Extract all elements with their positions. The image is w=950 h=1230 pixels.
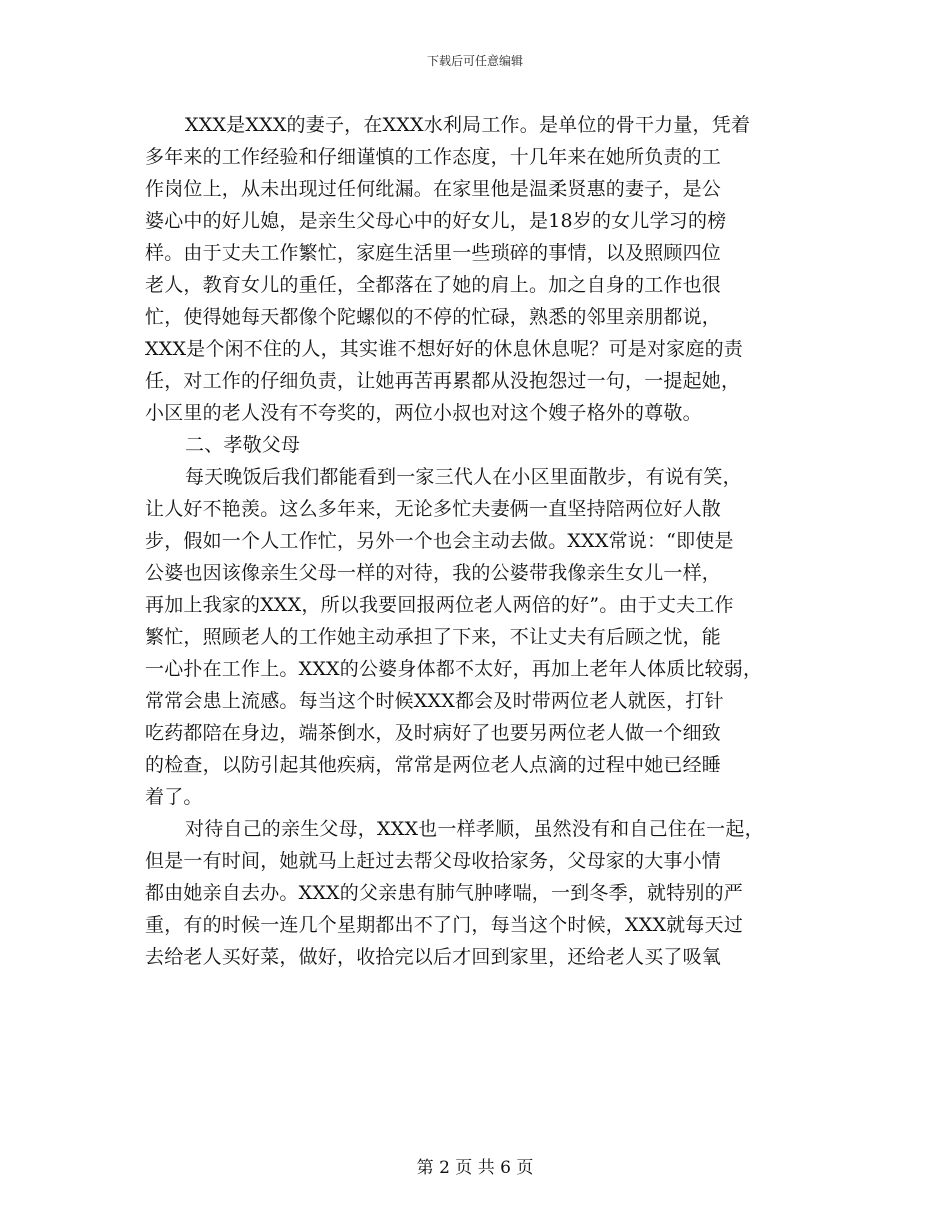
text-line: XXX是个闲不住的人，其实谁不想好好的休息休息呢？可是对家庭的责 bbox=[145, 338, 743, 360]
page-header: 下载后可任意编辑 bbox=[426, 54, 523, 68]
text-line: 常常会患上流感。每当这个时候XXX都会及时带两位老人就医，打针 bbox=[145, 690, 724, 712]
text-line: XXX是XXX的妻子，在XXX水利局工作。是单位的骨干力量，凭着 bbox=[185, 114, 751, 136]
text-line: 小区里的老人没有不夸奖的，两位小叔也对这个嫂子格外的尊敬。 bbox=[145, 402, 702, 424]
text-line: 的检查，以防引起其他疾病，常常是两位老人点滴的过程中她已经睡 bbox=[145, 754, 722, 776]
text-line: 样。由于丈夫工作繁忙，家庭生活里一些琐碎的事情，以及照顾四位 bbox=[145, 242, 722, 264]
text-line: 让人好不艳羡。这么多年来，无论多忙夫妻俩一直坚持陪两位好人散 bbox=[145, 498, 722, 520]
text-line: 婆心中的好儿媳，是亲生父母心中的好女儿，是18岁的女儿学习的榜 bbox=[145, 210, 727, 232]
text-line: 吃药都陪在身边，端茶倒水，及时病好了也要另两位老人做一个细致 bbox=[145, 722, 722, 744]
text-line: 重，有的时候一连几个星期都出不了门，每当这个时候，XXX就每天过 bbox=[145, 914, 743, 936]
text-line: 忙，使得她每天都像个陀螺似的不停的忙碌，熟悉的邻里亲朋都说， bbox=[145, 306, 722, 328]
text-line: 步，假如一个人工作忙，另外一个也会主动去做。XXX常说：“即使是 bbox=[145, 530, 734, 552]
text-line: 对待自己的亲生父母，XXX也一样孝顺，虽然没有和自己住在一起， bbox=[185, 818, 764, 840]
text-line: 再加上我家的XXX，所以我要回报两位老人两倍的好”。由于丈夫工作 bbox=[145, 594, 734, 616]
text-line: 任，对工作的仔细负责，让她再苦再累都从没抱怨过一句，一提起她， bbox=[145, 370, 741, 392]
text-line: 作岗位上，从未出现过任何纰漏。在家里他是温柔贤惠的妻子，是公 bbox=[145, 178, 722, 200]
text-line: 一心扑在工作上。XXX的公婆身体都不太好，再加上老年人体质比较弱， bbox=[145, 658, 763, 680]
page-number: 第 2 页 共 6 页 bbox=[416, 1158, 534, 1178]
text-line: 繁忙，照顾老人的工作她主动承担了下来，不让丈夫有后顾之忧，能 bbox=[145, 626, 722, 648]
text-line: 都由她亲自去办。XXX的父亲患有肺气肿哮喘，一到冬季，就特别的严 bbox=[145, 882, 743, 904]
text-line: 去给老人买好菜，做好，收拾完以后才回到家里，还给老人买了吸氧 bbox=[145, 946, 722, 968]
text-line: 每天晚饭后我们都能看到一家三代人在小区里面散步，有说有笑， bbox=[185, 466, 742, 488]
text-line: 但是一有时间，她就马上赶过去帮父母收拾家务，父母家的大事小情 bbox=[145, 850, 722, 872]
text-line: 多年来的工作经验和仔细谨慎的工作态度，十几年来在她所负责的工 bbox=[145, 146, 722, 168]
text-line: 老人，教育女儿的重任，全都落在了她的肩上。加之自身的工作也很 bbox=[145, 274, 722, 296]
section-heading: 二、孝敬父母 bbox=[185, 434, 301, 456]
text-line: 公婆也因该像亲生父母一样的对待，我的公婆带我像亲生女儿一样， bbox=[145, 562, 722, 584]
text-line: 着了。 bbox=[145, 786, 203, 808]
